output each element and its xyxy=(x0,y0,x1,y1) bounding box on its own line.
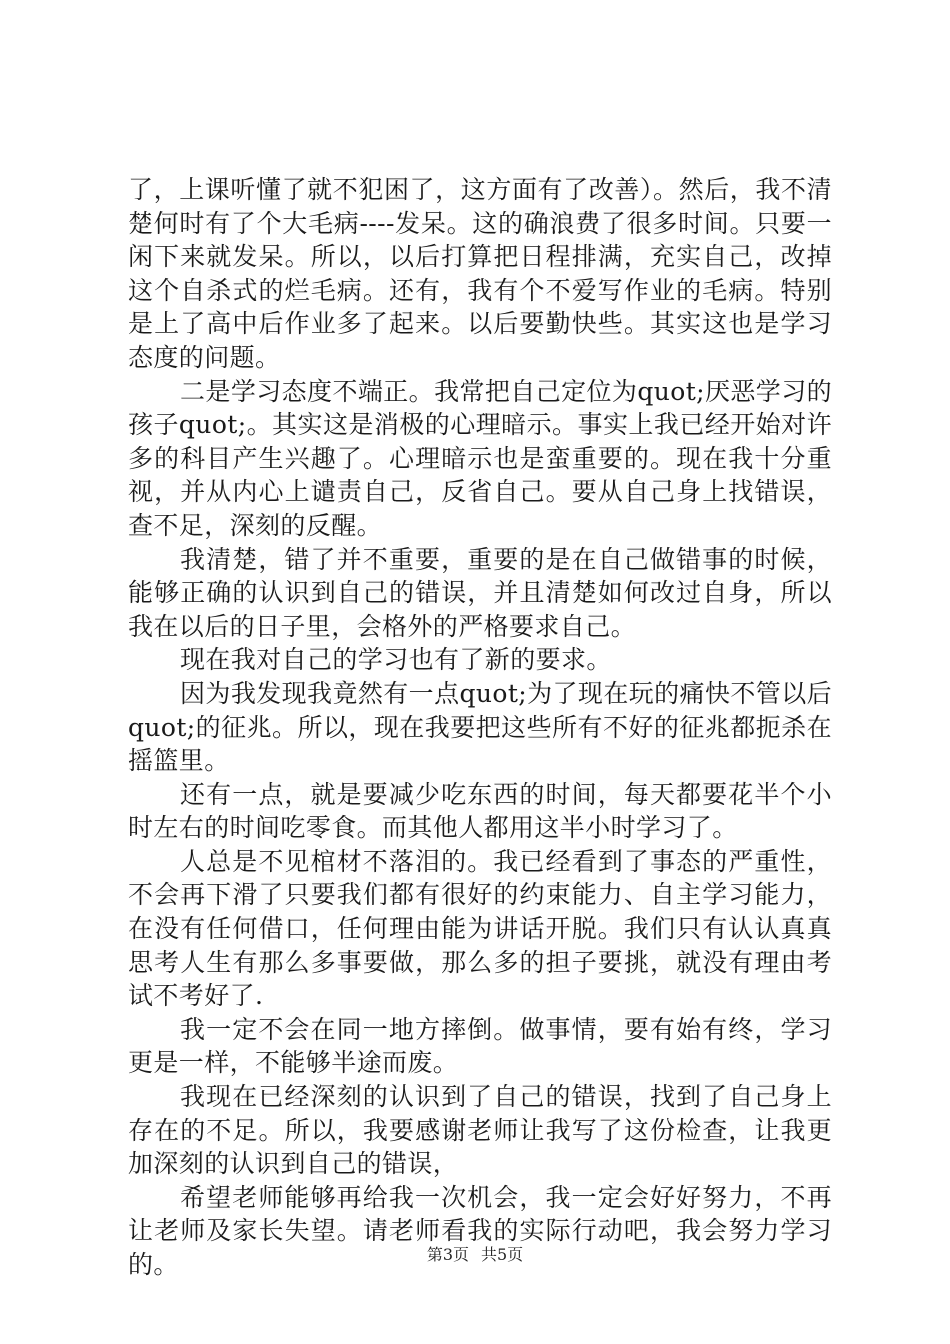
paragraph: 还有一点，就是要减少吃东西的时间，每天都要花半个小时左右的时间吃零食。而其他人都用这半小时学习了。 xyxy=(128,779,832,843)
paragraph: 因为我发现我竟然有一点quot;为了现在玩的痛快不管以后quot;的征兆。所以，现在我要把这些所有不好的征兆都扼杀在摇篮里。 xyxy=(128,678,832,776)
page-footer xyxy=(0,1244,950,1266)
document-body xyxy=(128,173,832,1282)
paragraph: 二是学习态度不端正。我常把自己定位为quot;厌恶学习的孩子quot;。其实这是消极的心理暗示。事实上我已经开始对许多的科目产生兴趣了。心理暗示也是蛮重要的。现在我十分重视，并从内心上谴责自己，反省自己。要从自己身上找错误，查不足，深刻的反醒。 xyxy=(128,376,832,540)
paragraph: 现在我对自己的学习也有了新的要求。 xyxy=(180,645,612,675)
page-number: 第3页 xyxy=(426,1245,469,1264)
paragraph: 我现在已经深刻的认识到了自己的错误，找到了自己身上存在的不足。所以，我要感谢老师让我写了这份检查，让我更加深刻的认识到自己的错误， xyxy=(128,1082,832,1179)
paragraph: 人总是不见棺材不落泪的。我已经看到了事态的严重性，不会再下滑了只要我们都有很好的约束能力、自主学习能力，在没有任何借口，任何理由能为讲话开脱。我们只有认认真真思考人生有那么多事要做，那么多的担子要挑，就没有理由考试不考好了. xyxy=(128,846,832,1011)
page-total: 共5页 xyxy=(481,1245,524,1264)
paragraph: 希望老师能够再给我一次机会，我一定会好好努力，不再让老师及家长失望。请老师看我的实际行动吧，我会努力学习的。 xyxy=(128,1182,832,1279)
paragraph: 我清楚，错了并不重要，重要的是在自己做错事的时候，能够正确的认识到自己的错误，并且清楚如何改过自身，所以我在以后的日子里，会格外的严格要求自己。 xyxy=(128,544,832,641)
paragraph: 我一定不会在同一地方摔倒。做事情，要有始有终，学习更是一样，不能够半途而废。 xyxy=(128,1014,832,1078)
paragraph: 了，上课听懂了就不犯困了，这方面有了改善）。然后，我不清楚何时有了个大毛病----发呆。这的确浪费了很多时间。只要一闲下来就发呆。所以，以后打算把日程排满，充实自己，改掉这个自杀式的烂毛病。还有，我有个不爱写作业的毛病。特别是上了高中后作业多了起来。以后要勤快些。其实这也是学习态度的问题。 xyxy=(128,175,832,372)
